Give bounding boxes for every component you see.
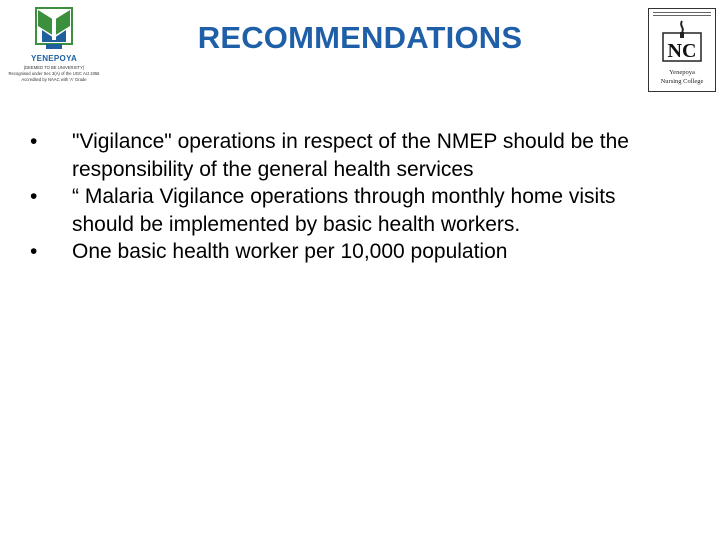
college-name-line2: Nursing College [660,78,704,85]
list-item [30,238,670,266]
bullet-icon: • [30,185,38,208]
college-logo-border [653,12,711,16]
college-emblem-letters: NC [667,40,697,62]
list-item [30,128,670,183]
list-item [30,183,670,238]
college-emblem-icon [659,19,705,65]
college-logo [648,8,716,92]
slide-title: RECOMMENDATIONS [197,20,523,55]
bullet-text: "Vigilance" operations in respect of the NMEP should be the responsibility of the general health services [72,130,629,181]
bullet-text: “ Malaria Vigilance operations through monthly home visits should be implemented by basic health workers. [72,185,616,236]
university-recognition: Recognised under Sec 3(A) of the UGC Act 1956 [8,71,100,76]
bullet-text: One basic health worker per 10,000 population [72,240,508,263]
bullet-icon: • [30,130,38,153]
college-name-line1: Yenepoya [669,69,695,76]
university-accreditation: Accredited by NAAC with 'A' Grade [21,77,87,82]
university-name: YENEPOYA [30,54,78,63]
bullet-icon: • [30,240,38,263]
university-crest-icon [34,6,74,52]
recommendations-list [30,128,670,266]
university-subtitle: (DEEMED TO BE UNIVERSITY) [23,65,85,70]
university-logo [4,4,104,94]
